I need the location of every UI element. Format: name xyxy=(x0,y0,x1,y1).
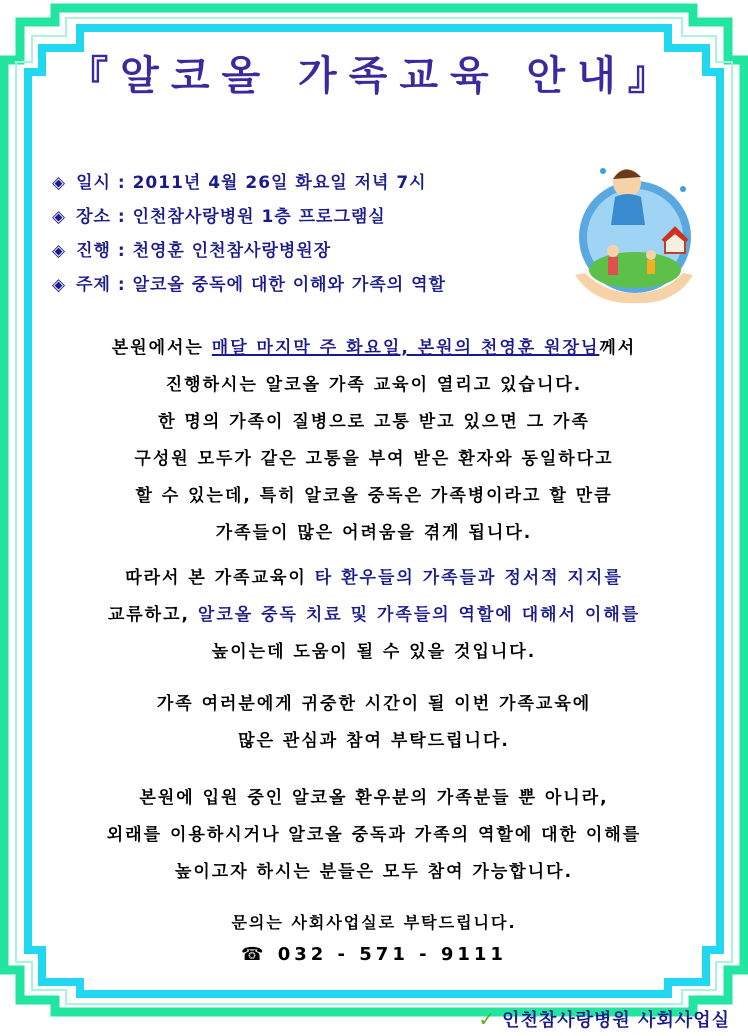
contact-inquiry: 문의는 사회사업실로 부탁드립니다. xyxy=(231,913,517,932)
info-label: 장소 xyxy=(76,207,111,227)
info-place: ◈ 장소 : 인천참사랑병원 1층 프로그램실 xyxy=(52,207,386,227)
text-line: 구성원 모두가 같은 고통을 부여 받은 환자와 동일하다고 xyxy=(134,449,614,469)
text-line: 높이는데 도움이 될 수 있을 것입니다. xyxy=(211,642,537,662)
text-line: 진행하시는 알코올 가족 교육이 열리고 있습니다. xyxy=(165,375,583,395)
highlight-text: 타 환우들의 가족들과 정서적 지지를 xyxy=(314,568,623,588)
highlight-text: 매달 마지막 주 화요일, 본원의 천영훈 원장님 xyxy=(211,338,600,358)
info-label: 주제 xyxy=(76,275,111,295)
family-illustration xyxy=(565,155,700,310)
diamond-bullet-icon: ◈ xyxy=(52,173,67,193)
leaf-logo-icon: ✓ xyxy=(478,1007,497,1031)
page-title: 『알코올 가족교육 안내』 xyxy=(68,53,680,99)
text-line: 높이고자 하시는 분들은 모두 참여 가능합니다. xyxy=(174,862,574,882)
footer-text: 인천참사랑병원 사회사업실 xyxy=(502,1010,730,1031)
text-line: 할 수 있는데, 특히 알코올 중독은 가족병이라고 할 만큼 xyxy=(135,486,613,506)
event-info-list xyxy=(52,166,572,302)
info-host: ◈ 진행 : 천영훈 인천참사랑병원장 xyxy=(52,241,332,261)
text-line xyxy=(44,560,704,597)
text-segment: 따라서 본 가족교육이 xyxy=(125,568,315,588)
text-line: 가족들이 많은 어려움을 겪게 됩니다. xyxy=(215,523,533,543)
paragraph-intro xyxy=(44,330,704,552)
info-label: 일시 xyxy=(76,173,111,193)
text-segment: 교류하고, xyxy=(107,605,198,625)
text-line: 본원에 입원 중인 알코올 환우분의 가족분들 뿐 아니라, xyxy=(139,788,609,808)
text-line: 가족 여러분에게 귀중한 시간이 될 이번 가족교육에 xyxy=(156,694,592,714)
info-date: ◈ 일시 : 2011년 4월 26일 화요일 저녁 7시 xyxy=(52,173,427,193)
text-line xyxy=(44,330,704,367)
text-segment: 께서 xyxy=(599,338,637,358)
info-label: 진행 xyxy=(76,241,111,261)
info-value: 인천참사랑병원 1층 프로그램실 xyxy=(132,207,386,227)
info-value: 천영훈 인천참사랑병원장 xyxy=(132,241,332,261)
info-value: 2011년 4월 26일 화요일 저녁 7시 xyxy=(132,173,427,193)
text-line: 많은 관심과 참여 부탁드립니다. xyxy=(238,731,510,751)
info-topic: ◈ 주제 : 알코올 중독에 대한 이해와 가족의 역할 xyxy=(52,275,446,295)
diamond-bullet-icon: ◈ xyxy=(52,275,67,295)
info-value: 알코올 중독에 대한 이해와 가족의 역할 xyxy=(132,275,446,295)
paragraph-purpose xyxy=(44,560,704,671)
footer-organization xyxy=(478,1006,730,1032)
diamond-bullet-icon: ◈ xyxy=(52,207,67,227)
text-line: 외래를 이용하시거나 알코올 중독과 가족의 역할에 대한 이해를 xyxy=(106,825,642,845)
contact-phone: ☎ 032 - 571 - 9111 xyxy=(241,944,507,965)
paragraph-eligibility xyxy=(44,780,704,891)
text-segment: 본원에서는 xyxy=(111,338,212,358)
highlight-text: 알코올 중독 치료 및 가족들의 역할에 대해서 이해를 xyxy=(197,605,641,625)
paragraph-invitation xyxy=(44,686,704,760)
text-line xyxy=(44,597,704,634)
diamond-bullet-icon: ◈ xyxy=(52,241,67,261)
text-line: 한 명의 가족이 질병으로 고통 받고 있으면 그 가족 xyxy=(158,412,590,432)
